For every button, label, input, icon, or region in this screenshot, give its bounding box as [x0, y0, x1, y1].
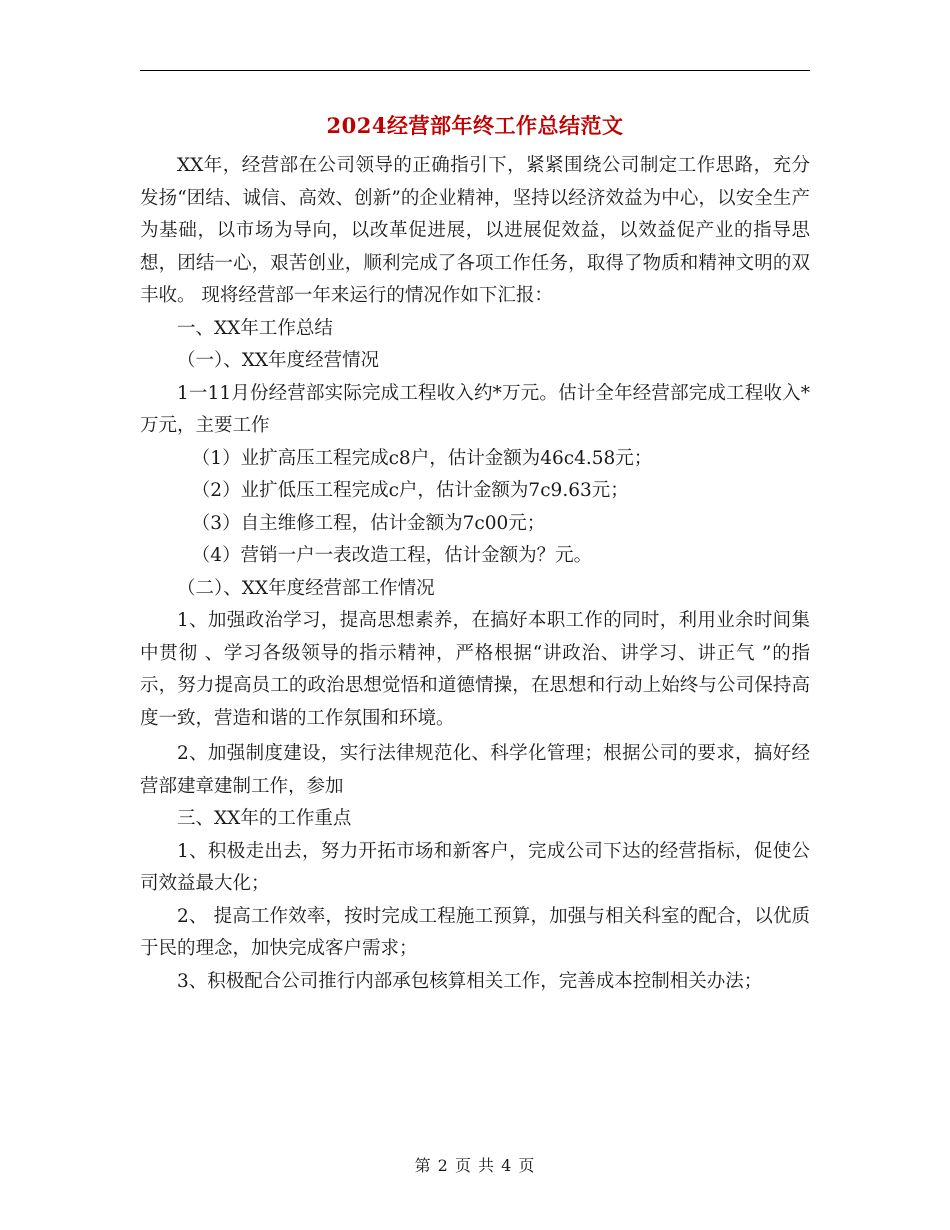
section-heading: 一、XX年工作总结: [177, 317, 333, 339]
list-item: （1）业扩高压工程完成c8户，估计金额为46c4.58元；: [191, 447, 653, 469]
section-heading: 三、XX年的工作重点: [177, 808, 352, 829]
body-paragraph: 3、积极配合公司推行内部承包核算相关工作，完善成本控制相关办法；: [177, 970, 763, 992]
body-paragraph: 2、加强制度建设，实行法律规范化、科学化管理；根据公司的要求，搞好经营部建章建制工作，参加: [140, 743, 810, 797]
body-paragraph: 1、积极走出去，努力开拓市场和新客户，完成公司下达的经营指标，促使公司效益最大化；: [140, 840, 810, 894]
document-body: [140, 150, 810, 998]
list-item: （3）自主维修工程，估计金额为7c00元；: [191, 512, 546, 534]
subsection-heading: （一）、XX年度经营情况: [177, 350, 380, 371]
page-indicator: 第 2 页 共 4 页: [414, 1156, 536, 1175]
body-paragraph: 2、 提高工作效率，按时完成工程施工预算，加强与相关科室的配合，以优质于民的理念，加快完成客户需求；: [140, 905, 810, 959]
intro-paragraph: XX年，经营部在公司领导的正确指引下，紧紧围绕公司制定工作思路，充分发扬“团结、诚信、高效、创新”的企业精神，坚持以经济效益为中心，以安全生产为基础，以市场为导向，以改革促进展，以进展促效益，以效益促产业的指导思想，团结一心，艰苦创业，顺利完成了各项工作任务，取得了物质和精神文明的双丰收。 现将经营部一年来运行的情况作如下汇报：: [140, 155, 810, 306]
body-paragraph: 1一11月份经营部实际完成工程收入约*万元。估计全年经营部完成工程收入*万元，主要工作: [140, 382, 810, 436]
list-item: （4）营销一户一表改造工程，估计金额为？元。: [191, 545, 593, 566]
header-rule: [140, 70, 810, 71]
list-item: （2）业扩低压工程完成c户，估计金额为7c9.63元；: [191, 480, 629, 501]
subsection-heading: （二）、XX年度经营部工作情况: [177, 577, 435, 599]
document-title: 2024经营部年终工作总结范文: [326, 113, 624, 138]
body-paragraph: 1、加强政治学习，提高思想素养，在搞好本职工作的同时，利用业余时间集中贯彻 、学习各级领导的指示精神，严格根据“讲政治、讲学习、讲正气 ”的指示，努力提高员工的政治思想觉悟和道德情操，在思想和行动上始终与公司保持高度一致，营造和谐的工作氛围和环境。: [140, 610, 810, 729]
